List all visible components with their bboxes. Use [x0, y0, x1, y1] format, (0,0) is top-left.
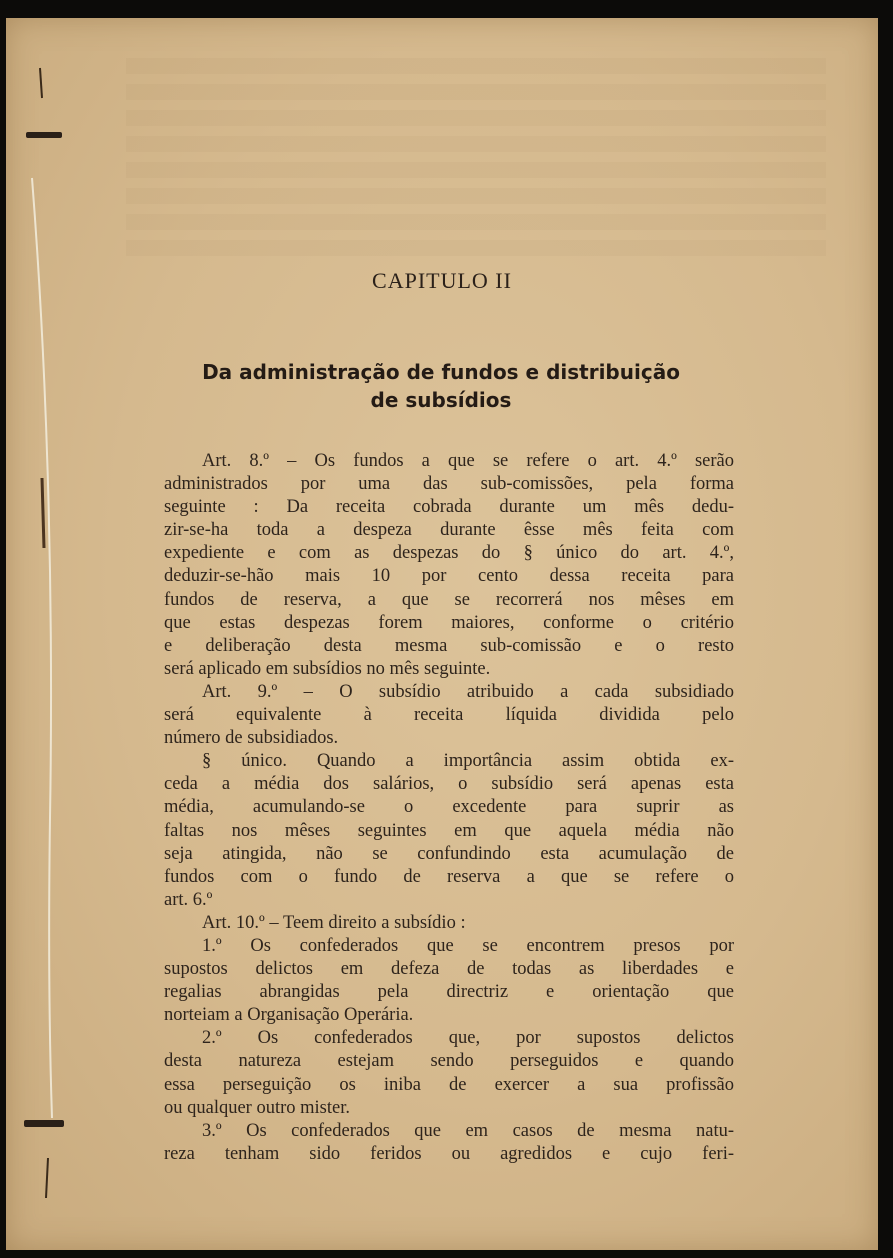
- binding-thread: [24, 58, 64, 1208]
- text-line: § único. Quando a importância assim obtida ex-: [202, 751, 734, 772]
- text-line: que estas despezas forem maiores, conforme o critério: [164, 612, 734, 633]
- body-text: [164, 450, 734, 1166]
- text-line: 2.º Os confederados que, por supostos delictos: [202, 1028, 734, 1049]
- show-through-text: [126, 58, 826, 258]
- text-line: e deliberação desta mesma sub-comissão e o resto: [164, 635, 734, 656]
- text-line: média, acumulando-se o excedente para suprir as: [164, 797, 734, 818]
- text-line: Art. 8.º – Os fundos a que se refere o art. 4.º serão: [202, 451, 734, 471]
- text-line: Art. 10.º – Teem direito a subsídio :: [202, 912, 466, 933]
- text-line: Art. 9.º – O subsídio atribuido a cada subsidiado: [202, 681, 734, 702]
- text-line: reza tenham sido feridos ou agredidos e cujo feri-: [164, 1143, 734, 1164]
- text-line: supostos delictos em defeza de todas as liberdades e: [164, 959, 734, 980]
- text-line: número de subsidiados.: [164, 728, 339, 749]
- text-line: seguinte : Da receita cobrada durante um mês dedu-: [164, 497, 734, 518]
- text-line: ceda a média dos salários, o subsídio será apenas esta: [164, 774, 734, 795]
- text-line: 3.º Os confederados que em casos de mesma natu-: [202, 1120, 734, 1141]
- text-line: essa perseguição os iniba de exercer a sua profissão: [164, 1074, 734, 1095]
- text-line: fundos de reserva, a que se recorrerá nos mêses em: [164, 589, 734, 610]
- text-line: 1.º Os confederados que se encontrem presos por: [202, 935, 734, 956]
- text-line: regalias abrangidas pela directriz e orientação que: [164, 982, 734, 1003]
- text-line: zir-se-ha toda a despeza durante êsse mês feita com: [164, 520, 734, 541]
- text-line: administrados por uma das sub-comissões, pela forma: [164, 474, 734, 495]
- text-line: deduzir-se-hão mais 10 por cento dessa receita para: [164, 566, 734, 587]
- section-heading-line: Da administração de fundos e distribuição: [202, 360, 680, 384]
- text-line: será aplicado em subsídios no mês seguinte.: [164, 658, 491, 679]
- text-line: art. 6.º: [164, 889, 213, 910]
- section-heading: [156, 358, 726, 414]
- text-line: fundos com o fundo de reserva a que se refere o: [164, 866, 734, 887]
- text-line: ou qualquer outro mister.: [164, 1097, 350, 1118]
- chapter-title: CAPITULO II: [372, 268, 512, 293]
- text-line: seja atingida, não se confundindo esta acumulação de: [164, 843, 734, 864]
- text-line: faltas nos mêses seguintes em que aquela média não: [164, 820, 734, 841]
- document-page: [6, 18, 878, 1250]
- section-heading-line: de subsídios: [370, 388, 512, 412]
- text-line: será equivalente à receita líquida dividida pelo: [164, 705, 734, 726]
- text-line: norteiam a Organisação Operária.: [164, 1005, 414, 1026]
- text-line: expediente e com as despezas do § único do art. 4.º,: [164, 543, 734, 564]
- text-line: desta natureza estejam sendo perseguidos e quando: [164, 1051, 734, 1072]
